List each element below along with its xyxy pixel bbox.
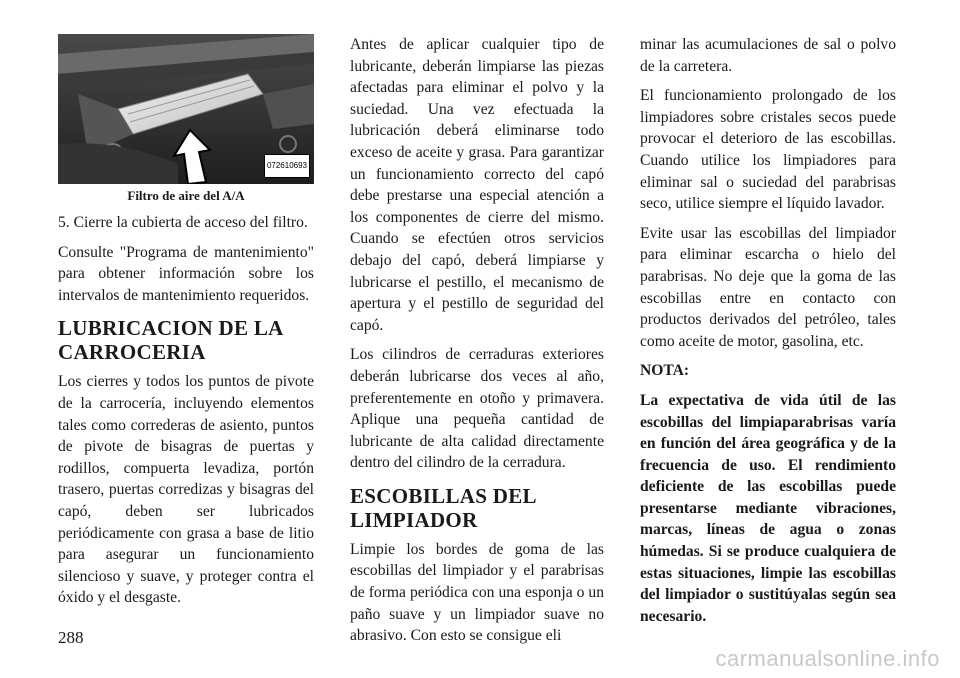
- note-label: NOTA:: [640, 362, 690, 380]
- before-lubricating-paragraph: Antes de aplicar cualquier tipo de lubricante, deberán limpiarse las piezas afectadas para eliminar el polvo y la suciedad. Una vez efectuada la lubricación deberá eliminarse todo exceso de aceite y grasa. Para garantizar un funcionamiento correcto del capó debe prestarse una especial atención a los componentes de cierre del mismo. Cuando se efectúen otros servicios debajo del capó, deberá limpiarse y lubricarse el pestillo, el mecanismo de apertura y el pestillo de seguridad del capó.: [350, 36, 604, 334]
- page-number: 288: [58, 628, 84, 647]
- watermark: carmanualsonline.info: [715, 646, 940, 671]
- prolonged-use-paragraph: El funcionamiento prolongado de los limpiadores sobre cristales secos puede provocar el deterioro de las escobillas. Cuando utilice los limpiadores para eliminar sal o suciedad del parabrisas seco, utilice siempre el líquido lavador.: [640, 87, 896, 213]
- lubrication-paragraph: Los cierres y todos los puntos de pivote de la carrocería, incluyendo elementos tales como correderas de asiento, puntos de pivote de bisagras de puertas y rodillos, compuerta levadiza, portón trasero, puertas corredizas y bisagras del capó, deben ser lubricados periódicamente con grasa a base de litio para asegurar un funcionamiento silencioso y suave, y proteger contra el óxido y el desgaste.: [58, 373, 314, 607]
- right-column: [640, 34, 896, 635]
- avoid-frost-paragraph: Evite usar las escobillas del limpiador para eliminar escarcha o hielo del parabrisas. No deje que la goma de las escobillas entre en contacto con productos derivados del petróleo, tales como aceite de motor, gasolina, etc.: [640, 224, 896, 350]
- note-paragraph: La expectativa de vida útil de las escobillas del limpiaparabrisas varía en función del área geográfica y de la frecuencia de uso. El rendimiento deficiente de las escobillas puede presentarse mediante vibraciones, marcas, líneas de agua o zonas húmedas. Si se produce cualquiera de estas situaciones, limpie las escobillas del limpiador o sustitúyalas según sea necesario.: [640, 391, 896, 625]
- consult-paragraph: Consulte "Programa de mantenimiento" para obtener información sobre los intervalos de mantenimiento requeridos.: [58, 243, 314, 304]
- lock-cylinders-paragraph: Los cilindros de cerraduras exteriores deberán lubricarse dos veces al año, preferentemente en otoño y primavera. Aplique una pequeña cantidad de lubricante de alta calidad directamente dentro del cilindro de la cerradura.: [350, 346, 604, 472]
- section-heading-body-lubrication: LUBRICACION DE LA CARROCERIA: [58, 316, 283, 365]
- section-heading-wiper-blades: ESCOBILLAS DEL LIMPIADOR: [350, 483, 536, 532]
- figure-id: 072610693: [264, 154, 310, 178]
- continuation-paragraph: minar las acumulaciones de sal o polvo de la carretera.: [640, 36, 896, 75]
- step-5: 5. Cierre la cubierta de acceso del filtro.: [58, 214, 308, 231]
- wiper-cleaning-paragraph: Limpie los bordes de goma de las escobillas del limpiador y el parabrisas de forma periódica con una esponja o un paño suave y un limpiador suave no abrasivo. Con esto se consigue eli: [350, 540, 604, 645]
- figure-caption: Filtro de aire del A/A: [127, 188, 245, 203]
- left-column: [58, 34, 314, 617]
- middle-column: [350, 34, 604, 655]
- ac-air-filter-figure: [58, 34, 314, 184]
